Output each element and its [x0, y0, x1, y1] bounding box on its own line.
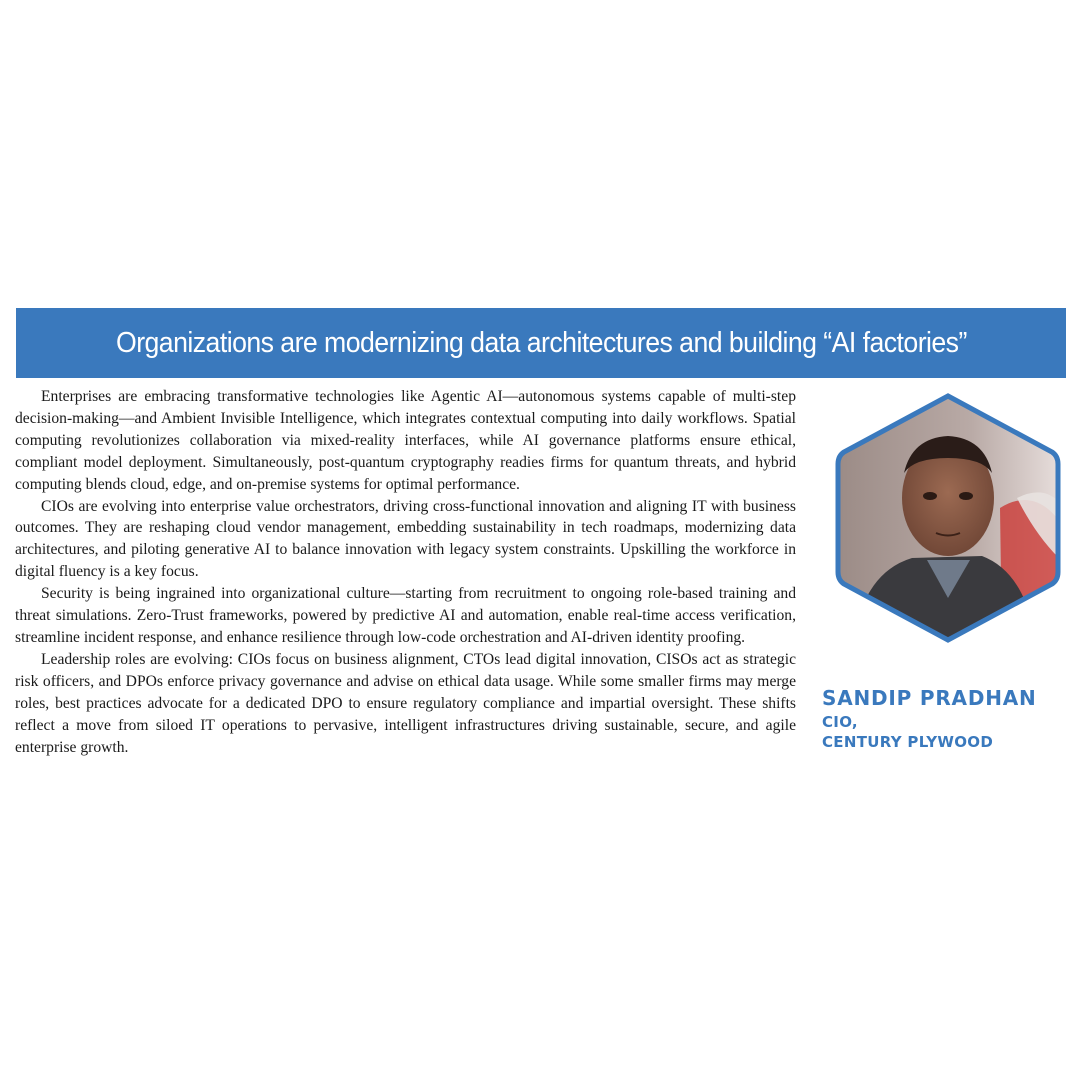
headline-banner — [16, 308, 1066, 378]
person-role: CIO, — [822, 713, 858, 731]
profile-photo — [832, 388, 1064, 648]
article-body — [15, 386, 796, 758]
person-company: CENTURY PLYWOOD — [822, 733, 994, 751]
person-name: SANDIP PRADHAN — [822, 686, 1037, 710]
article-paragraph: Leadership roles are evolving: CIOs focus on business alignment, CTOs lead digital innovation, CISOs act as strategic risk officers, and DPOs enforce privacy governance and advise on ethical data usage. While some smaller firms may merge roles, best practices advocate for a dedicated DPO to ensure regulatory compliance and impartial oversight. These shifts reflect a move from siloed IT operations to pervasive, intelligent infrastructures driving sustainable, secure, and agile enterprise growth. — [15, 650, 796, 756]
article-paragraph: Enterprises are embracing transformative technologies like Agentic AI—autonomous systems capable of multi-step decision-making—and Ambient Invisible Intelligence, which integrates contextual computing into daily workflows. Spatial computing revolutionizes collaboration via mixed-reality interfaces, while AI governance platforms ensure ethical, compliant model deployment. Simultaneously, post-quantum cryptography readies firms for quantum threats, and hybrid computing blends cloud, edge, and on-premise systems for optimal performance. — [15, 388, 796, 493]
headline-title: Organizations are modernizing data architectures and building “AI factories” — [115, 326, 967, 359]
article-paragraph: Security is being ingrained into organizational culture—starting from recruitment to ongoing role-based training and threat simulations. Zero-Trust frameworks, powered by predictive AI and automation, enable real-time access verification, streamline incident response, and enhance resilience through low-code orchestration and AI-driven identity proofing. — [15, 585, 796, 646]
article-paragraph: CIOs are evolving into enterprise value orchestrators, driving cross-functional innovation and aligning IT with business outcomes. They are reshaping cloud vendor management, embedding sustainability in tech roadmaps, modernizing data architectures, and piloting generative AI to balance innovation with legacy system constraints. Upskilling the workforce in digital fluency is a key focus. — [15, 497, 796, 581]
portrait-photo-icon — [832, 388, 1064, 648]
